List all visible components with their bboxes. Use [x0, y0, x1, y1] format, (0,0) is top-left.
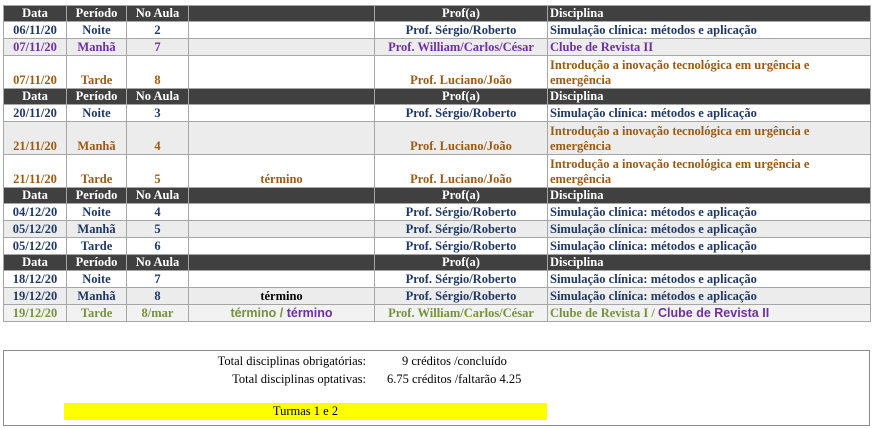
prof-cell: Prof. Sérgio/Roberto: [375, 221, 548, 238]
disciplina-cell: Introdução a inovação tecnológica em urgência e emergência: [548, 122, 871, 155]
table-row: [4, 122, 871, 155]
disciplina-cell: Simulação clínica: métodos e aplicação: [548, 221, 871, 238]
table-row: [4, 271, 871, 288]
table-row: [4, 56, 871, 89]
prof-cell: Prof. Luciano/João: [375, 122, 548, 155]
period-cell: Tarde: [67, 238, 127, 255]
credits-summary: [3, 350, 870, 426]
period-cell: Tarde: [67, 305, 127, 322]
date-cell: 19/12/20: [4, 288, 67, 305]
note-cell: [189, 105, 375, 122]
header-data: Data: [4, 188, 67, 204]
aula-cell: 8: [127, 56, 189, 89]
aula-cell: 4: [127, 204, 189, 221]
note-cell: [189, 238, 375, 255]
note-cell: [189, 122, 375, 155]
note-separator: /: [276, 305, 287, 320]
disciplina-part-b: Clube de Revista II: [658, 305, 770, 320]
header-row: [4, 6, 871, 22]
period-cell: Noite: [67, 22, 127, 39]
period-cell: Tarde: [67, 155, 127, 188]
table-row: [4, 105, 871, 122]
note-cell: [189, 271, 375, 288]
header-prof: Prof(a): [375, 188, 548, 204]
note-cell: término: [189, 155, 375, 188]
turmas-highlight: Turmas 1 e 2: [64, 403, 547, 420]
disciplina-cell: Simulação clínica: métodos e aplicação: [548, 288, 871, 305]
header-row: [4, 255, 871, 271]
table-row: [4, 288, 871, 305]
aula-cell: 8: [127, 288, 189, 305]
note-cell: [189, 56, 375, 89]
period-cell: Manhã: [67, 288, 127, 305]
aula-cell: 5: [127, 155, 189, 188]
disciplina-cell: Simulação clínica: métodos e aplicação: [548, 204, 871, 221]
date-cell: 07/11/20: [4, 56, 67, 89]
prof-cell: Prof. Sérgio/Roberto: [375, 105, 548, 122]
header-row: [4, 89, 871, 105]
header-blank: [189, 188, 375, 204]
optional-total-label: Total disciplinas optativas:: [232, 372, 366, 386]
aula-cell: 8/mar: [127, 305, 189, 322]
prof-cell: Prof. Sérgio/Roberto: [375, 22, 548, 39]
disciplina-cell: [548, 305, 871, 322]
note-cell: [189, 39, 375, 56]
date-cell: 18/12/20: [4, 271, 67, 288]
header-periodo: Período: [67, 255, 127, 271]
header-periodo: Período: [67, 188, 127, 204]
date-cell: 05/12/20: [4, 238, 67, 255]
disciplina-cell: Introdução a inovação tecnológica em urgência e emergência: [548, 56, 871, 89]
table-row: [4, 22, 871, 39]
disciplina-cell: Simulação clínica: métodos e aplicação: [548, 238, 871, 255]
period-cell: Manhã: [67, 221, 127, 238]
header-row: [4, 188, 871, 204]
note-cell: [189, 305, 375, 322]
disciplina-separator: /: [648, 305, 659, 320]
period-cell: Tarde: [67, 56, 127, 89]
note-part-b: término: [286, 305, 333, 320]
mandatory-total-label: Total disciplinas obrigatórias:: [217, 354, 366, 368]
aula-cell: 5: [127, 221, 189, 238]
mandatory-total-value: 9 créditos /concluído: [402, 354, 507, 368]
prof-cell: Prof. Sérgio/Roberto: [375, 271, 548, 288]
disciplina-cell: Simulação clínica: métodos e aplicação: [548, 22, 871, 39]
header-disciplina: Disciplina: [548, 188, 871, 204]
date-cell: 07/11/20: [4, 39, 67, 56]
header-prof: Prof(a): [375, 255, 548, 271]
disciplina-part-a: Clube de Revista I: [550, 305, 649, 320]
schedule-table: [3, 5, 871, 322]
header-blank: [189, 255, 375, 271]
date-cell: 20/11/20: [4, 105, 67, 122]
date-cell: 06/11/20: [4, 22, 67, 39]
note-cell: término: [189, 288, 375, 305]
prof-cell: Prof. Luciano/João: [375, 155, 548, 188]
prof-cell: Prof. Sérgio/Roberto: [375, 288, 548, 305]
table-row: [4, 238, 871, 255]
header-no-aula: No Aula: [127, 6, 189, 22]
header-no-aula: No Aula: [127, 255, 189, 271]
aula-cell: 7: [127, 39, 189, 56]
prof-cell: Prof. Sérgio/Roberto: [375, 238, 548, 255]
header-data: Data: [4, 6, 67, 22]
disciplina-cell: Simulação clínica: métodos e aplicação: [548, 271, 871, 288]
aula-cell: 4: [127, 122, 189, 155]
prof-cell: Prof. Luciano/João: [375, 56, 548, 89]
header-prof: Prof(a): [375, 6, 548, 22]
header-periodo: Período: [67, 89, 127, 105]
period-cell: Noite: [67, 105, 127, 122]
aula-cell: 3: [127, 105, 189, 122]
date-cell: 21/11/20: [4, 122, 67, 155]
header-prof: Prof(a): [375, 89, 548, 105]
table-row: [4, 155, 871, 188]
header-blank: [189, 6, 375, 22]
date-cell: 21/11/20: [4, 155, 67, 188]
period-cell: Manhã: [67, 39, 127, 56]
table-row: [4, 221, 871, 238]
note-cell: [189, 22, 375, 39]
table-row: [4, 305, 871, 322]
aula-cell: 6: [127, 238, 189, 255]
header-blank: [189, 89, 375, 105]
note-cell: [189, 204, 375, 221]
table-row: [4, 39, 871, 56]
header-periodo: Período: [67, 6, 127, 22]
header-no-aula: No Aula: [127, 89, 189, 105]
optional-total-value: 6.75 créditos /faltarão 4.25: [387, 372, 522, 386]
period-cell: Noite: [67, 271, 127, 288]
disciplina-cell: Introdução a inovação tecnológica em urgência e emergência: [548, 155, 871, 188]
prof-cell: Prof. William/Carlos/César: [375, 305, 548, 322]
header-no-aula: No Aula: [127, 188, 189, 204]
date-cell: 19/12/20: [4, 305, 67, 322]
note-part-a: término: [230, 305, 277, 320]
period-cell: Noite: [67, 204, 127, 221]
aula-cell: 2: [127, 22, 189, 39]
prof-cell: Prof. Sérgio/Roberto: [375, 204, 548, 221]
header-disciplina: Disciplina: [548, 255, 871, 271]
header-data: Data: [4, 89, 67, 105]
period-cell: Manhã: [67, 122, 127, 155]
header-data: Data: [4, 255, 67, 271]
note-cell: [189, 221, 375, 238]
header-disciplina: Disciplina: [548, 6, 871, 22]
date-cell: 04/12/20: [4, 204, 67, 221]
prof-cell: Prof. William/Carlos/César: [375, 39, 548, 56]
disciplina-cell: Simulação clínica: métodos e aplicação: [548, 105, 871, 122]
disciplina-cell: Clube de Revista II: [548, 39, 871, 56]
aula-cell: 7: [127, 271, 189, 288]
header-disciplina: Disciplina: [548, 89, 871, 105]
date-cell: 05/12/20: [4, 221, 67, 238]
table-row: [4, 204, 871, 221]
